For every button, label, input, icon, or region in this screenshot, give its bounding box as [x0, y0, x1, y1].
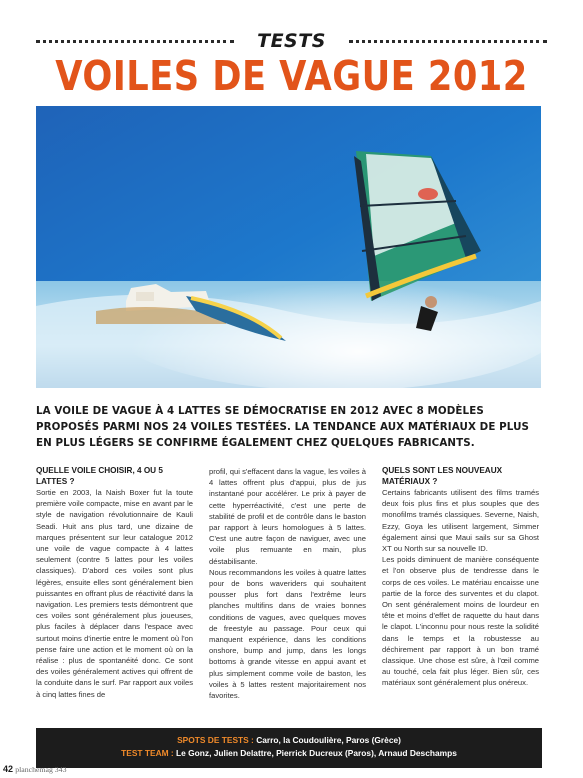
spots-line: [36, 734, 542, 747]
column-2-paragraph-2: Nous recommandons les voiles à quatre lattes pour de bons waveriders qui souhaitent pousser plus fort dans l'extrême leurs planches multifins dans de vraies bonnes conditions de vagues, avec quelques moves de freestyle au passage. Pour ceux qui manquent expérience, dans les conditions onshore, bump and jump, dans les longs bottoms à grande vitesse en appui avant et plus simplement comme voile de baston, les voiles à 5 lattes restent majoritairement nos favorites.: [209, 567, 366, 701]
windsurf-photo: [36, 106, 541, 388]
lead-paragraph: LA VOILE DE VAGUE À 4 LATTES SE DÉMOCRATISE EN 2012 AVEC 8 MODÈLES PROPOSÉS PARMI NOS 24 VOILES TESTÉES. LA TENDANCE AUX MATÉRIAUX DE PLUS EN PLUS LÉGERS SE CONFIRME ÉGALEMENT CHEZ QUELQUES FABRICANTS.: [36, 405, 530, 449]
page-number: 42: [3, 764, 14, 774]
dotted-rule-right: [349, 40, 547, 43]
column-3-paragraph-1: Certains fabricants utilisent des films tramés deux fois plus fins et plus souples que des monofilms tramés classiques. Severne, Naish, Ezzy, Goya les utilisent largement, Simmer également ainsi que Maui sails sur sa Ghost XT ou North sur sa nouvelle ID.: [382, 488, 539, 554]
spots-label: SPOTS DE TESTS :: [177, 735, 254, 745]
page-footer: [3, 764, 67, 775]
section-header: [36, 30, 547, 52]
column-2: [209, 466, 366, 701]
section-label: TESTS: [257, 30, 326, 52]
magazine-name: planchemag 343: [15, 765, 67, 774]
column-1: [36, 466, 193, 700]
column-3-paragraph-2: Les poids diminuent de manière conséquente et l'on observe plus de tendresse dans le corps de ces voiles. Le matériau encaisse une partie de la force des surventes et du clapot. On sent généralement moins de lourdeur en tête et moins d'effet de raquette du haut dans le clapot. L'inconnu pour nous reste la solidité dans le temps et la robustesse au déchirement par rapport à un bon tramé classique. Une chose est sûre, à l'œil comme au touché, cela fait plus léger. Bien sûr, ces matériaux sont généralement plus onéreux.: [382, 555, 539, 688]
column-3: [382, 466, 539, 689]
test-info-box: [36, 728, 542, 768]
spots-value: Carro, la Coudoulière, Paros (Grèce): [256, 735, 401, 745]
team-value: Le Gonz, Julien Delattre, Pierrick Ducreux (Paros), Arnaud Deschamps: [176, 748, 457, 758]
column-1-heading: QUELLE VOILE CHOISIR, 4 OU 5 LATTES ?: [36, 466, 163, 486]
article-title: VOILES DE VAGUE 2012: [55, 52, 528, 100]
column-2-paragraph-1: profil, qui s'effacent dans la vague, les voiles à 4 lattes offrent plus d'appui, plus de jus instantané pour accélérer. Le prix à payer de cette hyperréactivité, c'est une perte de stabilité de profil et de contrôle dans le baston par rapport à leurs homologues à 5 lattes. C'est une autre façon de naviguer, avec une voile plus remuante en main, plus déstabilisante.: [209, 467, 366, 566]
team-line: [36, 747, 542, 760]
team-label: TEST TEAM :: [121, 748, 174, 758]
column-1-text: Sortie en 2003, la Naish Boxer fut la toute première voile compacte, mise en avant par le style de navigation révolutionnaire de Kauli Seadi. Huit ans plus tard, une dizaine de marques présentent sur leur catalogue 2012 une voile de vague compacte à 4 lattes seulement (contre 5 lattes pour les voiles classiques). D'abord ces voiles sont plus légères, ensuite elles sont généralement bien puissantes en offrant plus de réactivité dans la navigation. Les premiers tests démontrent que ces voiles sont généralement plus joueuses, plus faciles à déplacer dans l'espace avec surtout moins d'inertie entre le moment où l'on pense faire une action et le moment où on la réalise : plus de spontanéité donc. Ce sont des voiles généralement actives qui offrent de la conduite dans le surf. Par rapport aux voiles à cinq lattes fines de: [36, 488, 193, 699]
column-3-heading: QUELS SONT LES NOUVEAUX MATÉRIAUX ?: [382, 466, 503, 486]
